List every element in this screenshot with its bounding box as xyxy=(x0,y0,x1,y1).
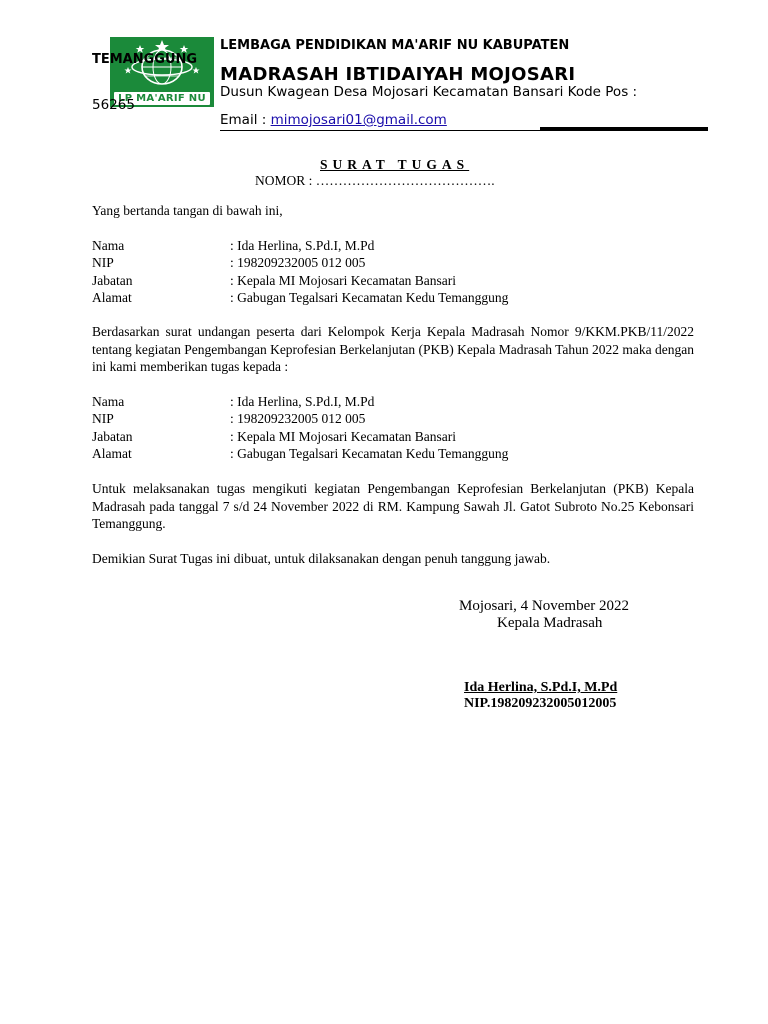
postal-code: 56265 xyxy=(92,97,135,113)
assignee-address-value: : Gabugan Tegalsari Kecamatan Kedu Temanggung xyxy=(230,446,509,461)
place-date: Mojosari, 4 November 2022 xyxy=(459,598,629,614)
school-name: MADRASAH IBTIDAIYAH MOJOSARI xyxy=(220,64,576,85)
email-row xyxy=(220,112,447,128)
assignee-nip-label: NIP xyxy=(92,411,114,426)
assignee-address-label: Alamat xyxy=(92,446,132,461)
signature-name: Ida Herlina, S.Pd.I, M.Pd xyxy=(464,680,618,695)
document-title: SURAT TUGAS xyxy=(320,157,470,172)
signer-address-value: : Gabugan Tegalsari Kecamatan Kedu Temanggung xyxy=(230,290,509,305)
closing-sentence: Demikian Surat Tugas ini dibuat, untuk dilaksanakan dengan penuh tanggung jawab. xyxy=(92,551,551,566)
letterhead-divider xyxy=(220,130,708,131)
institution-name-continued: TEMANGGUNG xyxy=(92,52,198,67)
email-label: Email : xyxy=(220,112,271,128)
signature-nip: NIP.198209232005012005 xyxy=(464,696,617,711)
letterhead-divider-thick xyxy=(540,127,708,130)
signer-position-title: Kepala Madrasah xyxy=(497,615,603,631)
opening-sentence: Yang bertanda tangan di bawah ini, xyxy=(92,203,283,218)
assignee-position-label: Jabatan xyxy=(92,429,133,444)
institution-name: LEMBAGA PENDIDIKAN MA'ARIF NU KABUPATEN xyxy=(220,38,570,53)
signer-position-value: : Kepala MI Mojosari Kecamatan Bansari xyxy=(230,273,457,288)
signer-nip-label: NIP xyxy=(92,255,114,270)
logo-caption: LP MA'ARIF NU xyxy=(118,93,206,104)
document-number: NOMOR : …………………………………. xyxy=(255,173,495,188)
assignee-name-label: Nama xyxy=(92,394,125,409)
email-link[interactable]: mimojosari01@gmail.com xyxy=(270,112,447,128)
signer-name-value: : Ida Herlina, S.Pd.I, M.Pd xyxy=(230,238,375,253)
school-address: Dusun Kwagean Desa Mojosari Kecamatan Bansari Kode Pos : xyxy=(220,84,638,100)
basis-paragraph: Berdasarkan surat undangan peserta dari Kelompok Kerja Kepala Madrasah Nomor 9/KKM.PKB/11/2022 tentang kegiatan Pengembangan Keprofesian Berkelanjutan (PKB) Kepala Madrasah Tahun 2022 maka dengan ini kami memberikan tugas kepada : xyxy=(92,324,694,374)
signer-address-label: Alamat xyxy=(92,290,132,305)
assignee-nip-value: : 198209232005 012 005 xyxy=(230,411,366,426)
signer-name-label: Nama xyxy=(92,238,125,253)
signer-nip-value: : 198209232005 012 005 xyxy=(230,255,366,270)
assignee-name-value: : Ida Herlina, S.Pd.I, M.Pd xyxy=(230,394,375,409)
task-paragraph: Untuk melaksanakan tugas mengikuti kegiatan Pengembangan Keprofesian Berkelanjutan (PKB) Kepala Madrasah pada tanggal 7 s/d 24 November 2022 di RM. Kampung Sawah Jl. Gatot Subroto No.25 Kebonsari Temanggung. xyxy=(92,481,694,531)
signer-position-label: Jabatan xyxy=(92,273,133,288)
assignee-position-value: : Kepala MI Mojosari Kecamatan Bansari xyxy=(230,429,457,444)
